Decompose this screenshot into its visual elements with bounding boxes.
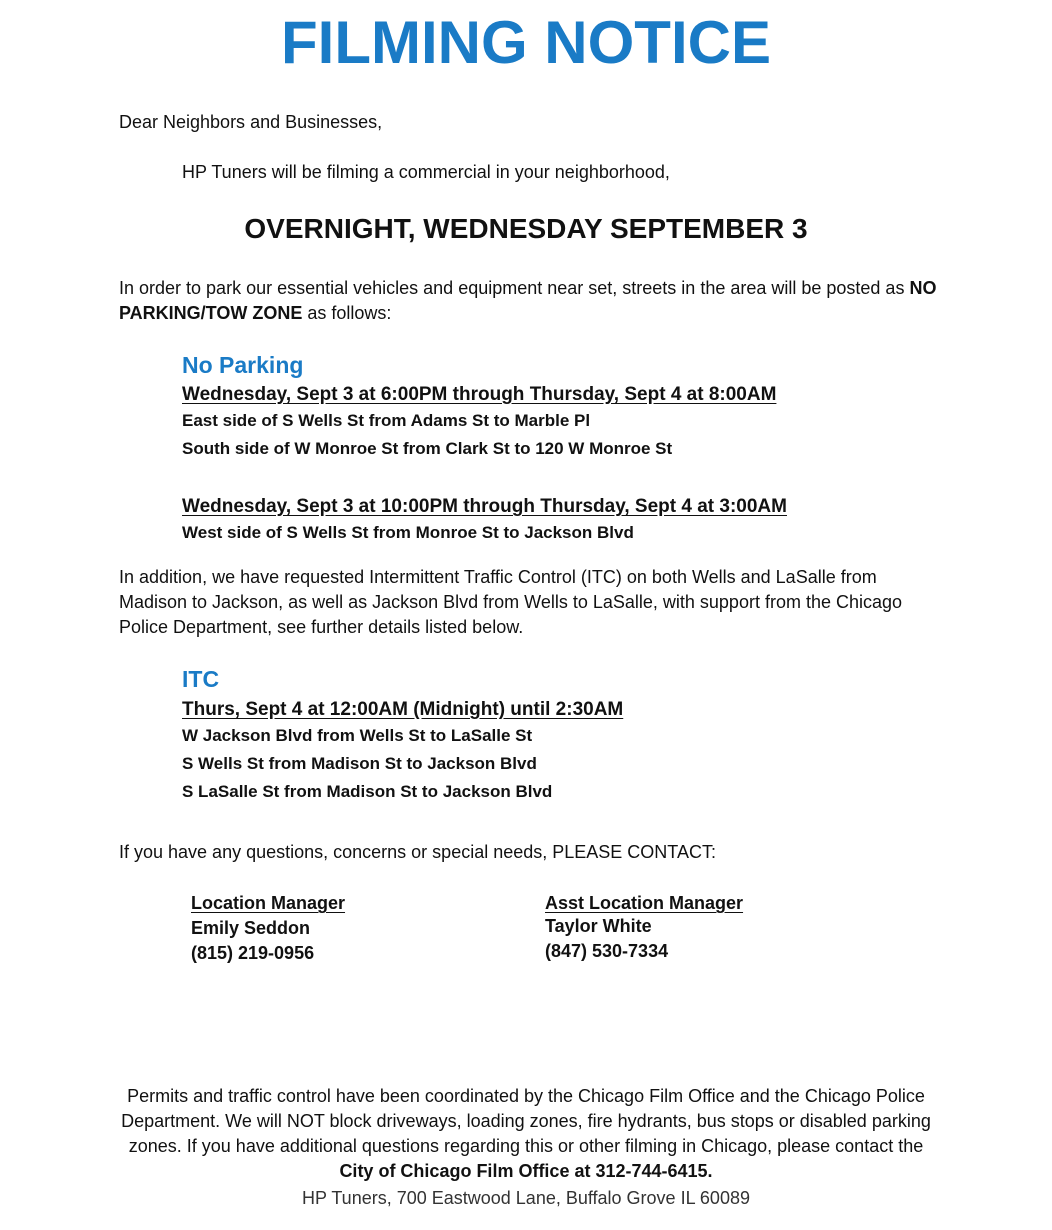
parking-intro-end: as follows:: [302, 303, 392, 323]
contact-role: Location Manager: [191, 893, 346, 913]
contact-intro: If you have any questions, concerns or special needs, PLEASE CONTACT:: [119, 842, 716, 862]
contact-role: Asst Location Manager: [545, 893, 744, 913]
contact-name: Taylor White: [545, 916, 652, 936]
footer-text: Permits and traffic control have been coordinated by the Chicago Film Office and the Chicago Police Department. We will NOT block driveways, loading zones, fire hydrants, bus stops or disabled parking zones. If you have additional questions regarding this or other filming in Chicago, please contact the: [121, 1086, 931, 1156]
no-parking-location: West side of S Wells St from Monroe St to Jackson Blvd: [182, 523, 634, 542]
contact-name: Emily Seddon: [191, 918, 311, 938]
itc-intro: In addition, we have requested Intermittent Traffic Control (ITC) on both Wells and LaSalle from Madison to Jackson, as well as Jackson Blvd from Wells to LaSalle, with support from the Chicago Police Department, see further details listed below.: [119, 567, 903, 637]
no-parking-time-2: Wednesday, Sept 3 at 10:00PM through Thursday, Sept 4 at 3:00AM: [182, 496, 787, 517]
no-parking-location: South side of W Monroe St from Clark St to 120 W Monroe St: [182, 439, 673, 458]
contact-phone: (815) 219-0956: [191, 943, 315, 963]
schedule-headline: OVERNIGHT, WEDNESDAY SEPTEMBER 3: [244, 213, 808, 244]
no-parking-tow-zone: NO PARKING/TOW ZONE: [119, 278, 937, 323]
itc-location: S LaSalle St from Madison St to Jackson Blvd: [182, 782, 553, 801]
itc-heading: ITC: [182, 666, 220, 692]
film-office-contact: City of Chicago Film Office at 312-744-6415.: [339, 1161, 713, 1181]
contact-phone: (847) 530-7334: [545, 941, 669, 961]
itc-location: S Wells St from Madison St to Jackson Blvd: [182, 754, 537, 773]
footer-notice: [110, 1084, 942, 1184]
intro-text: HP Tuners will be filming a commercial in your neighborhood,: [182, 162, 670, 182]
greeting: Dear Neighbors and Businesses,: [119, 112, 383, 132]
itc-location: W Jackson Blvd from Wells St to LaSalle St: [182, 726, 533, 745]
contact-location-manager: [191, 891, 345, 966]
no-parking-time-1: Wednesday, Sept 3 at 6:00PM through Thursday, Sept 4 at 8:00AM: [182, 384, 777, 405]
no-parking-location: East side of S Wells St from Adams St to Marble Pl: [182, 411, 591, 430]
no-parking-block-1: [182, 382, 776, 463]
no-parking-block-2: [182, 494, 787, 547]
parking-intro: [119, 276, 949, 326]
itc-block: [182, 697, 623, 806]
contact-asst-location-manager: [545, 891, 743, 964]
itc-time: Thurs, Sept 4 at 12:00AM (Midnight) until 2:30AM: [182, 699, 624, 720]
no-parking-heading: No Parking: [182, 352, 304, 378]
company-address: HP Tuners, 700 Eastwood Lane, Buffalo Grove IL 60089: [302, 1188, 750, 1208]
parking-intro-text: In order to park our essential vehicles and equipment near set, streets in the area will be posted as: [119, 278, 910, 298]
page-title: FILMING NOTICE: [281, 9, 771, 76]
